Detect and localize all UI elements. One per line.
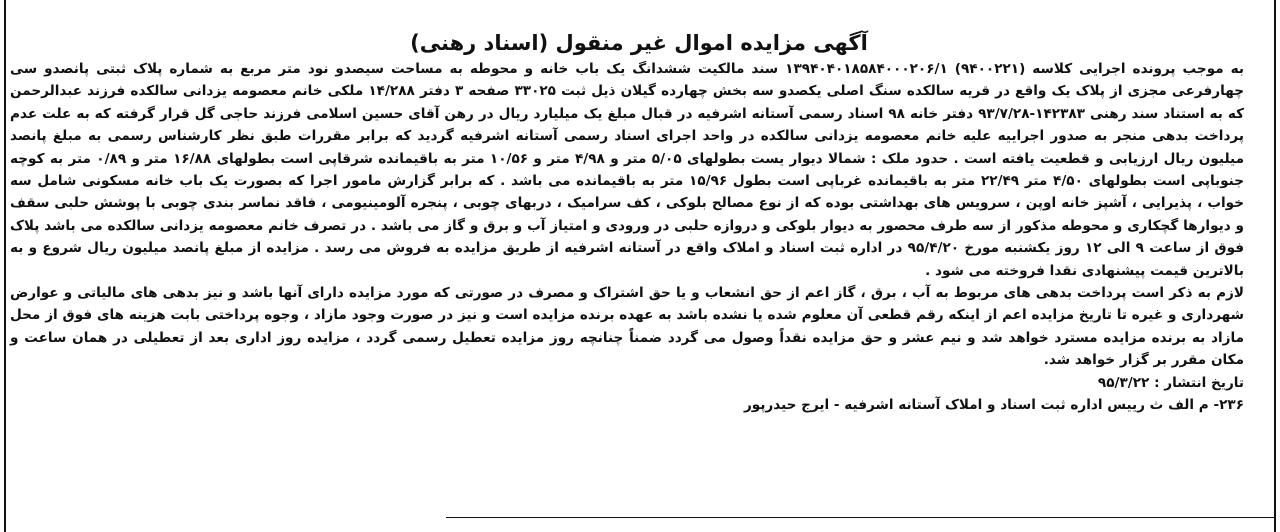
notice-paragraph-2: لازم به ذکر است پرداخت بدهی های مربوط به آب ، برق ، گاز اعم از حق انشعاب و یا حق اشتراک و مصرف در صورتی که مورد مزایده دارای آنها باشد و نیز بدهی های مالیاتی و عوارض شهرداری و غیره تا تاریخ مزایده اعم از اینکه رقم قطعی آن معلوم شده یا نشده باشد به عهده برنده مزایده است و نیز در صورت وجود مازاد ، وجوه پرداختی بابت هزینه های فوق از محل مازاد به برنده مزایده مسترد خواهد شد و نیم عشر و حق مزایده نقداً وصول می گردد ضمناً چنانچه روز مزایده تعطیل رسمی گردد ، مزایده روز اداری بعد از تعطیلی در همان ساعت و مکان مقرر بر گزار خواهد شد. bbox=[10, 285, 1244, 369]
publish-date: تاریخ انتشار : ۹۵/۳/۲۲ bbox=[1097, 374, 1244, 391]
notice-title: آگهی مزایده اموال غیر منقول (اسناد رهنی) bbox=[410, 31, 868, 55]
bottom-divider bbox=[446, 517, 1274, 518]
signature-line: ۲۳۶- م الف ث رییس اداره ثبت اسناد و املاک آستانه اشرفیه - ایرج حیدرپور bbox=[743, 397, 1244, 414]
auction-notice bbox=[10, 30, 1268, 417]
notice-paragraph-1: به موجب پرونده اجرایی کلاسه (۹۴۰۰۲۲۱) ۱۳۹۴۰۴۰۱۸۵۸۴۰۰۰۲۰۶/۱ سند مالکیت ششدانگ یک باب خانه و محوطه به مساحت سیصدو نود متر مربع به شماره پلاک ثبتی پانصدو سی چهارفرعی مجزی از پلاک یک واقع در قریه سالکده سنگ اصلی یکصدو سه بخش چهارده گیلان ذیل ثبت ۳۳۰۲۵ صفحه ۳ دفتر ۱۴/۲۸۸ ملکی خانم معصومه یزدانی سالکده فرزند عبدالرحمن که به استناد سند رهنی ۱۴۲۳۸۳-۹۳/۷/۲۸ دفتر خانه ۹۸ اسناد رسمی آستانه اشرفیه در قبال مبلغ یک میلیارد ریال در رهن آقای حسین اسلامی فرزند حاجی گل قرار گرفته که به علت عدم پرداخت بدهی منجر به صدور اجراییه علیه خانم معصومه یزدانی سالکده در واحد اجرای اسناد رسمی آستانه اشرفیه گردید که برابر مقررات طبق نظر کارشناس رسمی به مبلغ پانصد میلیون ریال ارزیابی و قطعیت یافته است . حدود ملک : شمالا دیوار یست بطولهای ۵/۰۵ متر و ۴/۹۸ متر و ۱۰/۵۶ متر به باقیمانده شرقاپی است بطولهای ۱۶/۸۸ متر و ۰/۸۹ متر به کوچه جنوباپی است بطولهای ۴/۵۰ متر ۲۲/۴۹ متر به باقیمانده غرباپی است بطول ۱۵/۹۶ متر به باقیمانده می باشد . که برابر گزارش مامور اجرا که بصورت یک باب خانه مسکونی شامل سه خواب ، پذیرایی ، آشپز خانه اوپن ، سرویس های بهداشتی بوده که از نوع مصالح بلوکی ، کف سرامیک ، دربهای چوبی ، پنجره آلومینیومی ، فاقد نماسر بندی چوبی با پوشش حلبی سقف و دیوارها گچکاری و محوطه مذکور از سه طرف محصور به دیوار بلوکی و دروازه حلبی در ورودی و امتیاز آب و برق و گاز می باشد . در تصرف خانم معصومه یزدانی سالکده می باشد پلاک فوق از ساعت ۹ الی ۱۲ روز یکشنبه مورخ ۹۵/۴/۲۰ در اداره ثبت اسناد و املاک واقع در آستانه اشرفیه از طریق مزایده به فروش می رسد . مزایده از مبلغ پانصد میلیون ریال شروع و به بالاترین قیمت پیشنهادی نقدا فروخته می شود . bbox=[10, 61, 1245, 279]
